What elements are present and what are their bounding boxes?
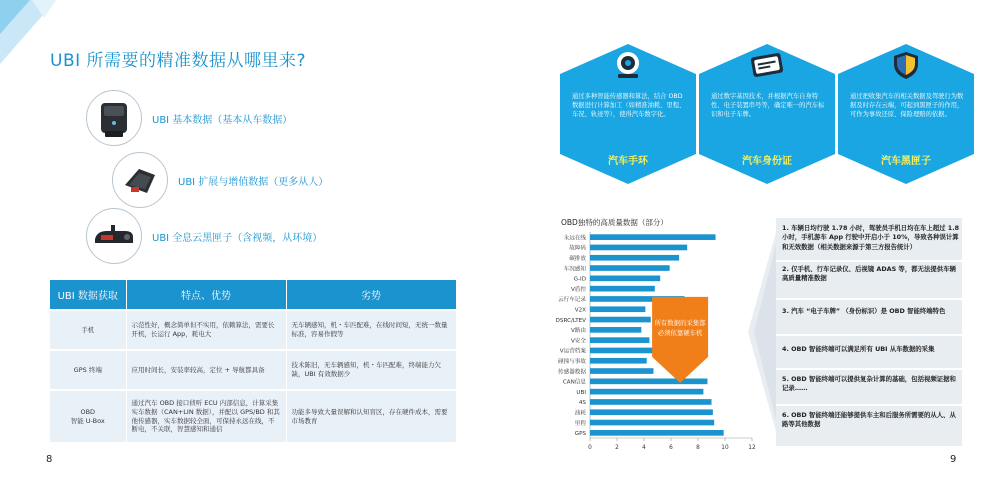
category-label: 碳排放 [569,255,586,262]
x-tick-label: 2 [615,445,619,451]
bar [590,317,651,323]
x-tick-label: 10 [721,445,729,451]
bar [590,389,703,395]
gps-tracker-icon [112,152,168,208]
page-number-right: 9 [950,454,957,465]
table-cell-source: OBD 智能 U-Box [50,390,126,442]
table-header-cons: 劣势 [286,280,456,310]
notes-panel [776,218,962,446]
note-divider [776,404,962,406]
device-label-cloud: UBI 全息云黑匣子（含视频，从环境） [152,232,323,244]
category-label: 里程 [574,420,586,427]
device-label-basic: UBI 基本数据（基本从车数据） [152,114,293,126]
table-cell-pros: 通过汽车 OBD 接口侦听 ECU 内部信息，计算采集实车数据（CAN+LIN 数据），并配以 GPS/BD 和其他传感器，实车数据较全面，可保持永远在线，不断电，不关联，智慧感知和通信 [126,390,286,442]
table-cell-cons: 无车辆感知，机・车匹配难，在线时间短，无统一数量标准，容易作假等 [286,310,456,350]
page-number-left: 8 [46,454,53,465]
hexagon-card-blackbox [838,44,974,184]
bar [590,327,641,333]
bar [590,234,716,240]
category-label: V路由 [570,328,586,335]
bar [590,420,714,426]
category-label: DSRC/LTEV [555,317,586,324]
category-label: GPS [574,431,586,438]
device-label-extended: UBI 扩展与增值数据（更多从人） [178,176,329,188]
bar [590,286,655,292]
category-label: G-ID [573,276,586,283]
bar [590,358,647,364]
device-row-basic [86,90,292,146]
category-label: 4S [578,400,586,407]
category-label: V盾控 [570,286,586,293]
x-tick-label: 8 [696,445,700,451]
category-label: 传感器数据 [558,369,586,376]
comparison-table [50,280,457,442]
hexagon-label: 汽车黑匣子 [881,156,931,167]
category-label: 永远在线 [563,235,586,242]
table-header-pros: 特点、优势 [126,280,286,310]
obd-device-icon [86,90,142,146]
table-header-source: UBI 数据获取 [50,280,126,310]
category-label: 碰撞与事故 [558,358,586,365]
table-cell-source: GPS 终端 [50,350,126,390]
x-tick-label: 4 [642,445,646,451]
note-divider [776,260,962,262]
category-label: 车况感知 [563,266,586,273]
bar [590,409,713,415]
note-item: 5. OBD 智能终端可以提供复杂计算的基础，包括视频证据和记录…… [782,375,956,393]
category-label: 云行车记录 [558,297,586,304]
x-tick-label: 0 [588,445,592,451]
bar [590,348,662,354]
bar [590,306,645,312]
note-item: 2. 仅手机、行车记录仪、后视镜 ADAS 等，都无法提供车辆高质量精准数据 [782,265,956,283]
hexagon-text: 通过把收集汽车的相关数据及驾驶行为数据及时存在云端，可起到黑匣子的作用，可作为事故还原、保险理赔的依据。 [850,93,964,119]
table-cell-pros: 示范性好，概念简单但不实用，依赖算法，需要长开机，长运行 App，耗电大 [126,310,286,350]
category-label: 故障码 [569,245,586,252]
x-tick-label: 6 [669,445,673,451]
bar [590,276,660,282]
note-divider [776,368,962,370]
bar [590,337,649,343]
dashcam-icon [86,208,142,264]
bar [590,379,707,385]
note-item: 4. OBD 智能终端可以满足所有 UBI 从车数据的采集 [782,345,935,353]
bar [590,399,712,405]
page-title: UBI 所需要的精准数据从哪里来? [50,51,307,71]
category-label: UBI [576,389,586,396]
category-label: CAN信息 [562,379,586,386]
annotation-arrow [652,297,708,383]
table-row [50,390,456,442]
table-row [50,350,456,390]
hexagon-label: 汽车身份证 [742,156,792,167]
category-label: V2X [574,307,586,314]
table-cell-source: 手机 [50,310,126,350]
hexagon-text: 通过数字基因技术，并根据汽车自身特性、电子装置串号等，确定唯一的汽车标识和电子车牌。 [711,93,825,119]
bar [590,255,679,261]
category-label: V运营档案 [559,348,586,355]
bar [590,245,687,251]
bar [590,368,653,374]
device-row-cloud [86,208,322,264]
obd-data-bar-chart [520,226,760,456]
table-row [50,310,456,350]
note-divider [776,298,962,300]
bar [590,430,724,436]
annotation-text-line: 所有数据的采集都 [654,318,706,327]
shield-icon [888,50,924,80]
annotation-text-line: 必须依靠硬车机 [657,328,703,337]
table-cell-cons: 功能多导致大量误解和认知盲区，存在硬件成本，需要市场教育 [286,390,456,442]
note-item: 1. 车辆日均行驶 1.78 小时，驾驶员手机日均在车上超过 1.8 小时，手机游车 App 行驶中开启小于 10%，导致各种误计算和无效数据（相关数据来源于第三方报告统计） [782,224,960,251]
table-cell-pros: 应用时间长，安装率较高，定位 + 导航都具备 [126,350,286,390]
x-tick-label: 12 [748,445,756,451]
hexagon-card-id [699,44,835,184]
note-item: 6. OBD 智能终端还能够提供车主和后服务所需要的从人、从路等其他数据 [782,411,956,429]
bar [590,265,670,271]
category-label: 油耗 [574,410,586,417]
note-divider [776,334,962,336]
id-card-icon [749,50,785,80]
chart-title: OBD独特的高质量数据（部分） [561,218,668,227]
category-label: V安全 [570,338,586,345]
hexagon-label: 汽车手环 [608,156,648,167]
device-row-extended [112,152,328,208]
note-item: 3. 汽车 “电子车牌” （身份标识）是 OBD 智能终端特色 [782,307,946,315]
table-cell-cons: 技术陈旧，无车辆感知，机・车匹配难，终端能力欠缺，UBI 有效数据少 [286,350,456,390]
hexagon-text: 通过多种智能传感器和算法，结合 OBD 数据进行计算加工（如精准油耗、里程、车况、轨迹等），使得汽车数字化。 [572,93,686,119]
hexagon-card-bracelet [560,44,696,184]
gauge-icon [610,50,646,80]
